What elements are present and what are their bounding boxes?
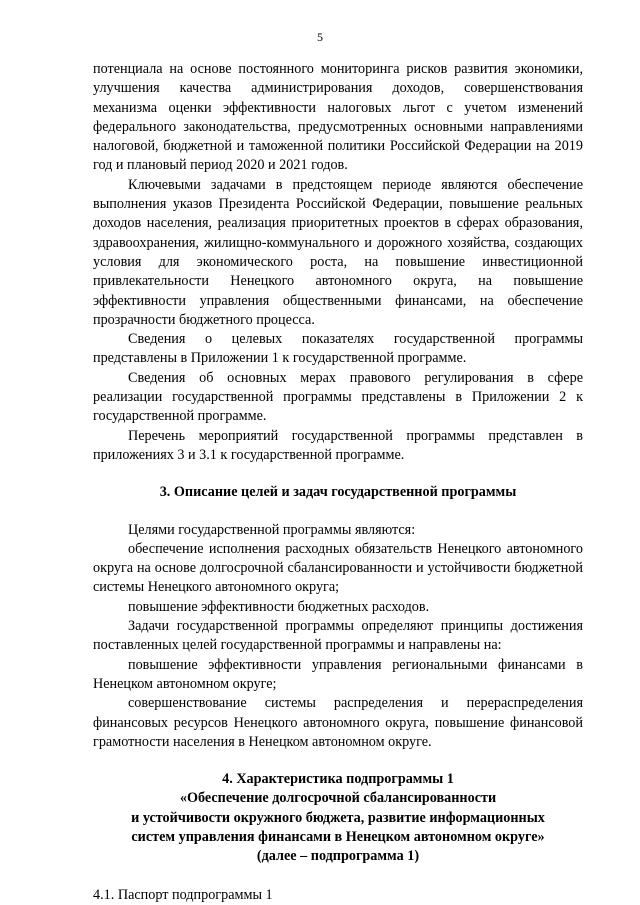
- section-3-heading: 3. Описание целей и задач государственной программы: [159, 484, 517, 501]
- paragraph: обеспечение исполнения расходных обязательств Ненецкого автономного округа на основе долгосрочной сбалансированности и устойчивости бюджетной системы Ненецкого автономного округа;: [93, 540, 583, 596]
- paragraph: повышение эффективности управления региональными финансами в Ненецком автономном округе;: [93, 656, 583, 692]
- paragraph: Целями государственной программы являются:: [128, 521, 416, 538]
- paragraph: совершенствование системы распределения и перераспределения финансовых ресурсов Ненецкого автономного округа, повышение финансовой грамотности населения в Ненецком автономном округе.: [93, 695, 583, 750]
- paragraph: Перечень мероприятий государственной программы представлен в приложениях 3 и 3.1 к государственной программе.: [93, 427, 583, 463]
- paragraph: повышение эффективности бюджетных расходов.: [128, 598, 430, 615]
- section-4-title-line: 4. Характеристика подпрограммы 1: [222, 771, 454, 788]
- section-4-title-line: систем управления финансами в Ненецком автономном округе»: [131, 828, 545, 845]
- paragraph: Задачи государственной программы определяют принципы достижения поставленных целей государственной программы и направлены на:: [93, 618, 583, 654]
- paragraph: Ключевыми задачами в предстоящем периоде являются обеспечение выполнения указов Президента Российской Федерации, повышение реальных доходов населения, реализация приоритетных проектов в сферах образования, здравоохранения, жилищно-коммунального и дорожного хозяйства, создающих условия для экономического роста, на повышение инвестиционной привлекательности Ненецкого автономного округа, на повышение эффективности управления общественными финансами, на обеспечение прозрачности бюджетного процесса.: [93, 176, 583, 328]
- paragraph: Сведения о целевых показателях государственной программы представлены в Приложении 1 к государственной программе.: [93, 331, 583, 367]
- section-4-title-line: и устойчивости окружного бюджета, развитие информационных: [131, 809, 545, 826]
- section-4-title-line: (далее – подпрограмма 1): [256, 848, 420, 865]
- subsection-title: 4.1. Паспорт подпрограммы 1: [93, 886, 273, 903]
- section-4-title-line: «Обеспечение долгосрочной сбалансированности: [179, 790, 497, 807]
- section-4-heading: [93, 770, 583, 866]
- document-body: [93, 60, 583, 905]
- paragraph: потенциала на основе постоянного мониторинга рисков развития экономики, улучшения качества администрирования доходов, совершенствования механизма оценки эффективности налоговых льгот с учетом изменений федерального законодательства, предусмотренных основными направлениями налоговой, бюджетной и таможенной политики Российской Федерации на 2019 год и плановый период 2020 и 2021 годов.: [93, 61, 583, 174]
- paragraph: Сведения об основных мерах правового регулирования в сфере реализации государственной программы представлены в Приложении 2 к государственной программе.: [93, 369, 583, 425]
- page-number: 5: [317, 30, 323, 44]
